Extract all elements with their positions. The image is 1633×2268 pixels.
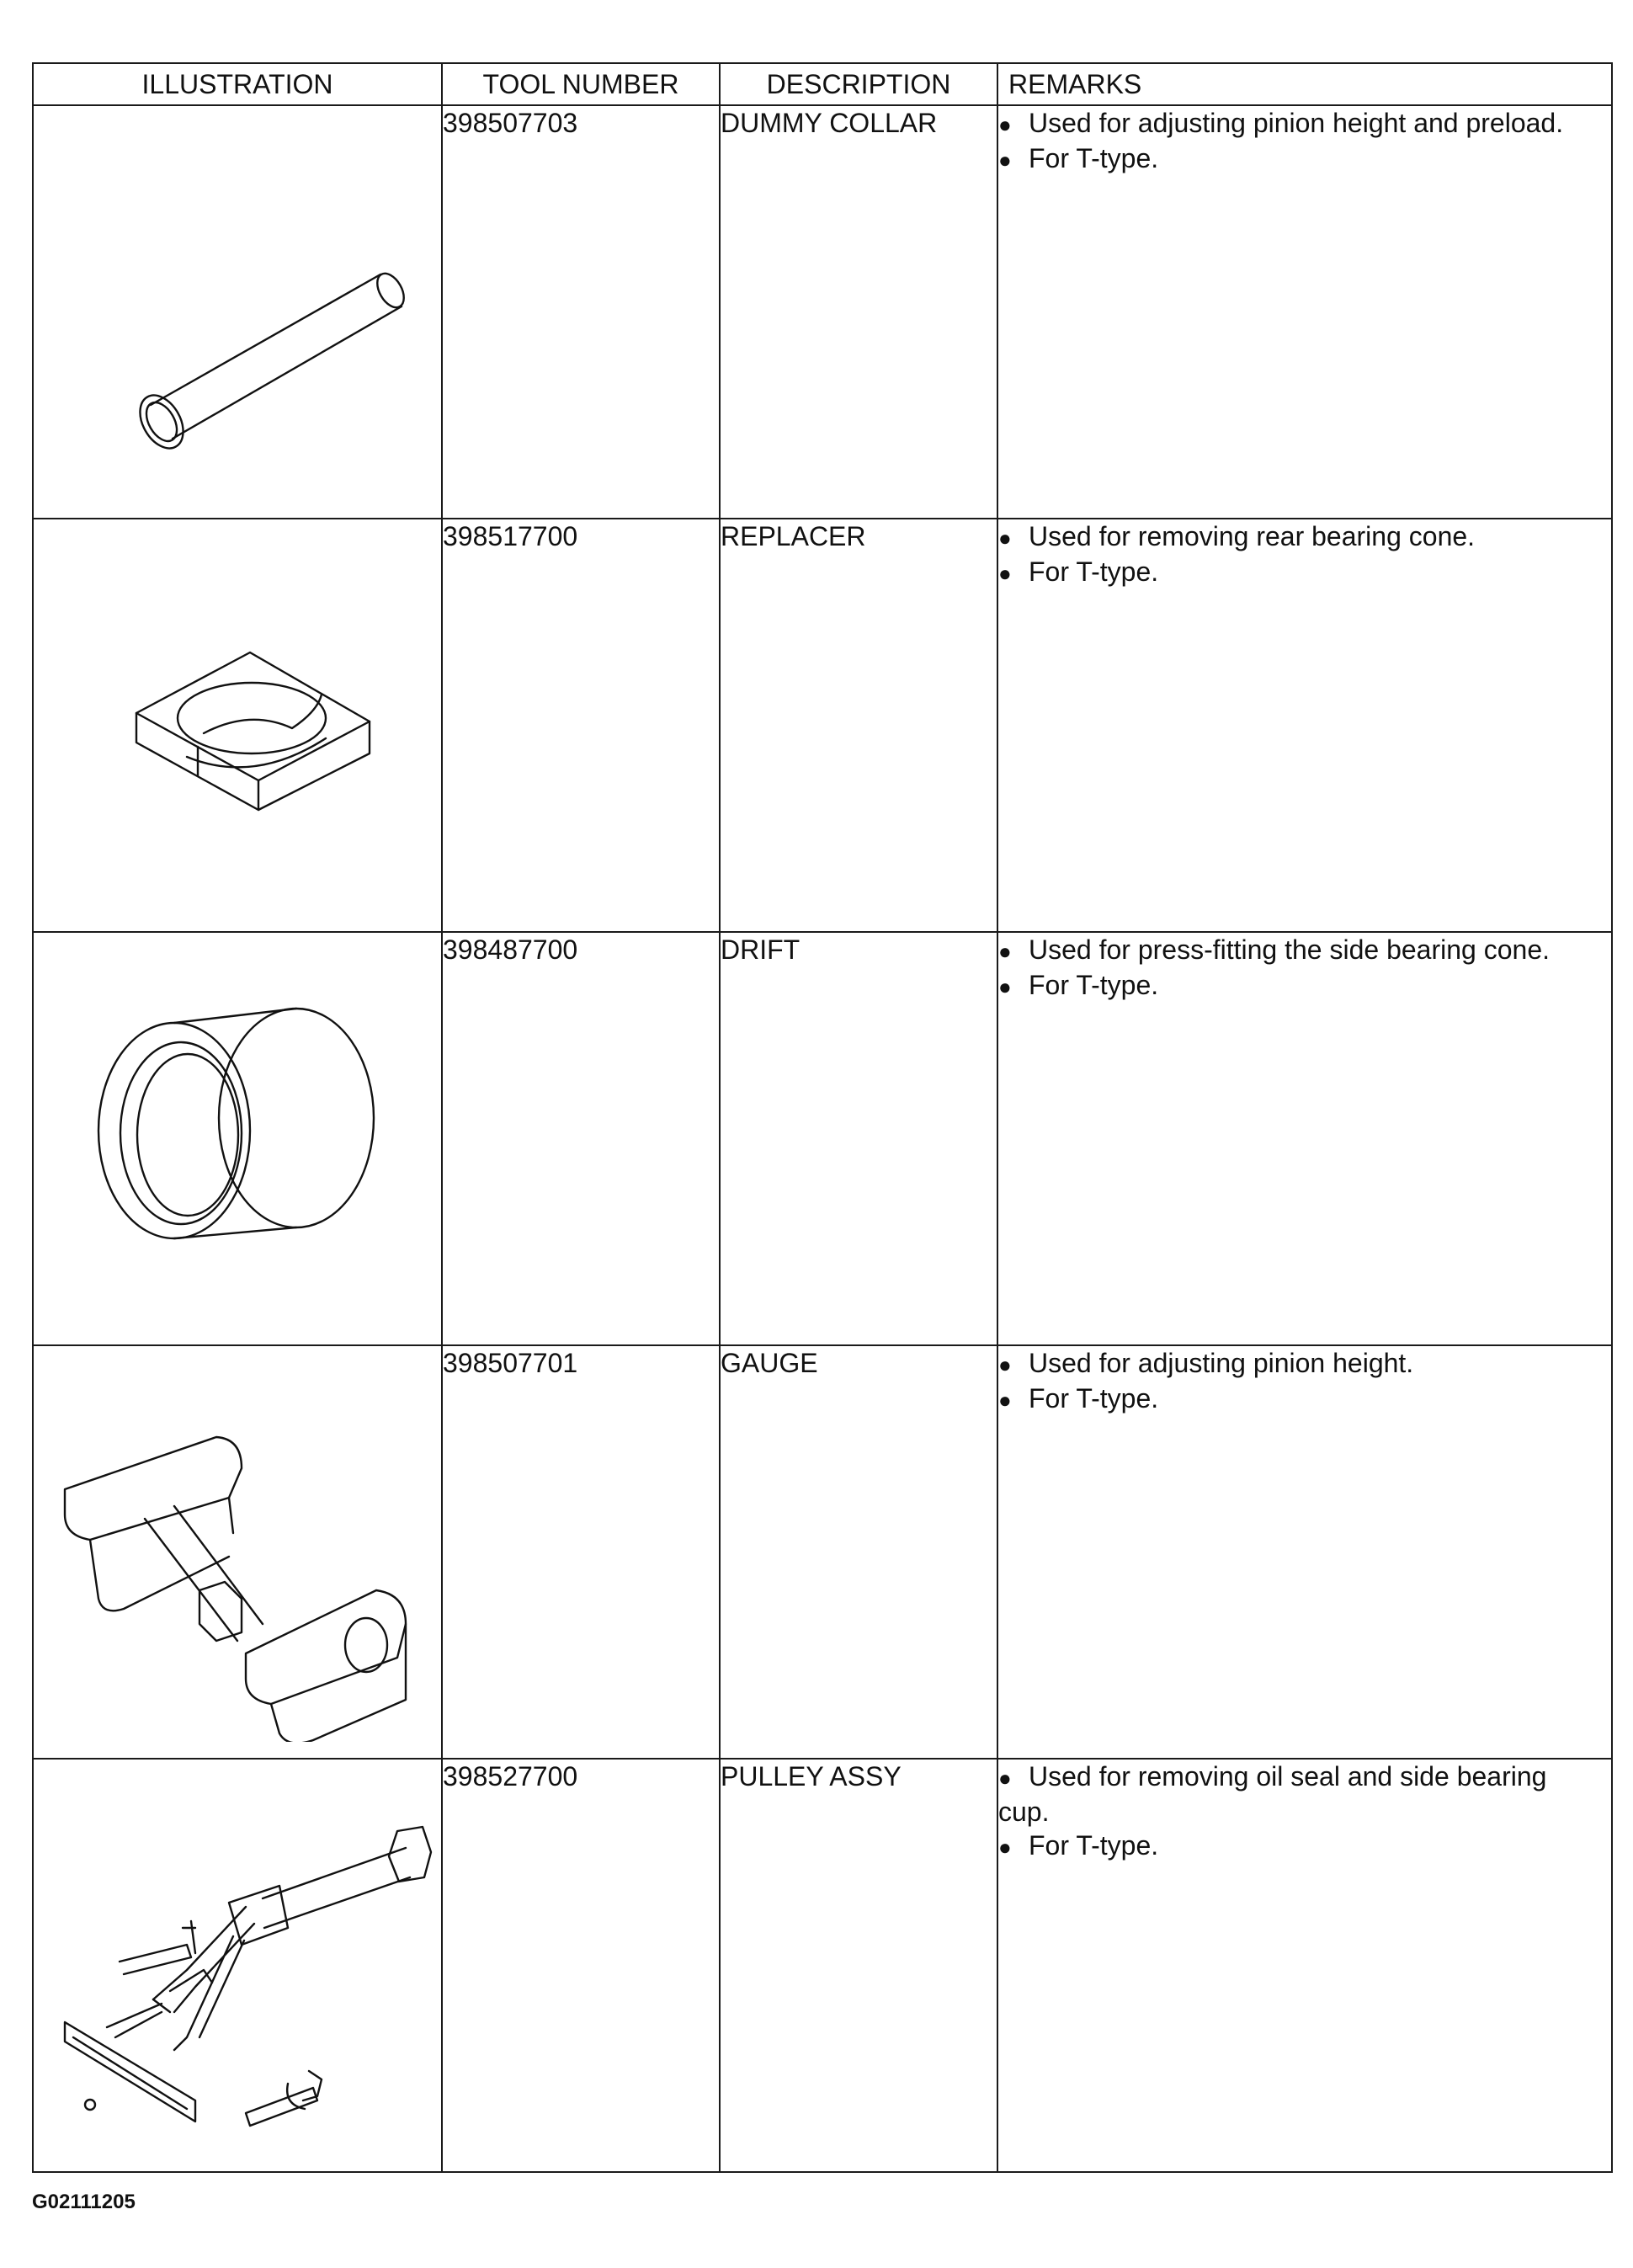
- remarks-cell: [997, 1345, 1612, 1759]
- table-row: [33, 932, 1612, 1345]
- tool-number-cell: 398507701: [442, 1345, 720, 1759]
- illustration-cell: [33, 1345, 442, 1759]
- remark-item: ● For T-type.: [998, 968, 1611, 1004]
- remarks-cell: [997, 1759, 1612, 2172]
- illustration-cell: [33, 1759, 442, 2172]
- description-cell: REPLACER: [720, 519, 997, 932]
- remark-continuation: cup.: [998, 1797, 1050, 1827]
- illustration-cell: [33, 519, 442, 932]
- table-header-row: [33, 63, 1612, 105]
- bullet-icon: ●: [998, 147, 1012, 173]
- bullet-icon: ●: [998, 939, 1012, 964]
- remark-item: ● For T-type.: [998, 141, 1611, 177]
- remarks-cell: [997, 519, 1612, 932]
- tool-number-cell: 398527700: [442, 1759, 720, 2172]
- replacer-illustration-icon: [40, 519, 435, 915]
- remark-item: ● Used for press-fitting the side bearing cone.: [998, 933, 1611, 968]
- bullet-icon: ●: [998, 1387, 1012, 1413]
- gauge-illustration-icon: [35, 1346, 439, 1742]
- bullet-icon: ●: [998, 525, 1012, 551]
- table-row: [33, 519, 1612, 932]
- table-row: [33, 105, 1612, 519]
- description-cell: PULLEY ASSY: [720, 1759, 997, 2172]
- remark-item: ● For T-type.: [998, 1382, 1611, 1417]
- illustration-cell: [33, 932, 442, 1345]
- bullet-icon: ●: [998, 561, 1012, 586]
- description-cell: DUMMY COLLAR: [720, 105, 997, 519]
- remark-item: ● Used for removing oil seal and side bearing: [998, 1760, 1611, 1795]
- pulley-assy-illustration-icon: [35, 1760, 439, 2155]
- bullet-icon: ●: [998, 112, 1012, 137]
- header-description: DESCRIPTION: [720, 63, 997, 105]
- description-cell: GAUGE: [720, 1345, 997, 1759]
- tool-number-cell: 398507703: [442, 105, 720, 519]
- remarks-cell: [997, 105, 1612, 519]
- drift-illustration-icon: [40, 933, 435, 1328]
- bullet-icon: ●: [998, 1834, 1012, 1860]
- table-row: [33, 1759, 1612, 2172]
- special-tools-table: [32, 62, 1613, 2173]
- illustration-cell: [33, 105, 442, 519]
- bullet-icon: ●: [998, 974, 1012, 999]
- description-cell: DRIFT: [720, 932, 997, 1345]
- tool-number-cell: 398517700: [442, 519, 720, 932]
- remark-item: ● Used for removing rear bearing cone.: [998, 519, 1611, 555]
- remark-item: ● For T-type.: [998, 1829, 1611, 1864]
- bullet-icon: ●: [998, 1352, 1012, 1377]
- remarks-cell: [997, 932, 1612, 1345]
- remark-item: ● For T-type.: [998, 555, 1611, 590]
- remark-item: ● Used for adjusting pinion height.: [998, 1346, 1611, 1382]
- header-illustration: ILLUSTRATION: [33, 63, 442, 105]
- bullet-icon: ●: [998, 1765, 1012, 1791]
- header-remarks: REMARKS: [997, 63, 1612, 105]
- table-row: [33, 1345, 1612, 1759]
- remark-item: ● Used for adjusting pinion height and preload.: [998, 106, 1611, 141]
- figure-code: G02111205: [32, 2191, 136, 2213]
- dummy-collar-illustration-icon: [40, 106, 435, 502]
- header-tool-number: TOOL NUMBER: [442, 63, 720, 105]
- tool-number-cell: 398487700: [442, 932, 720, 1345]
